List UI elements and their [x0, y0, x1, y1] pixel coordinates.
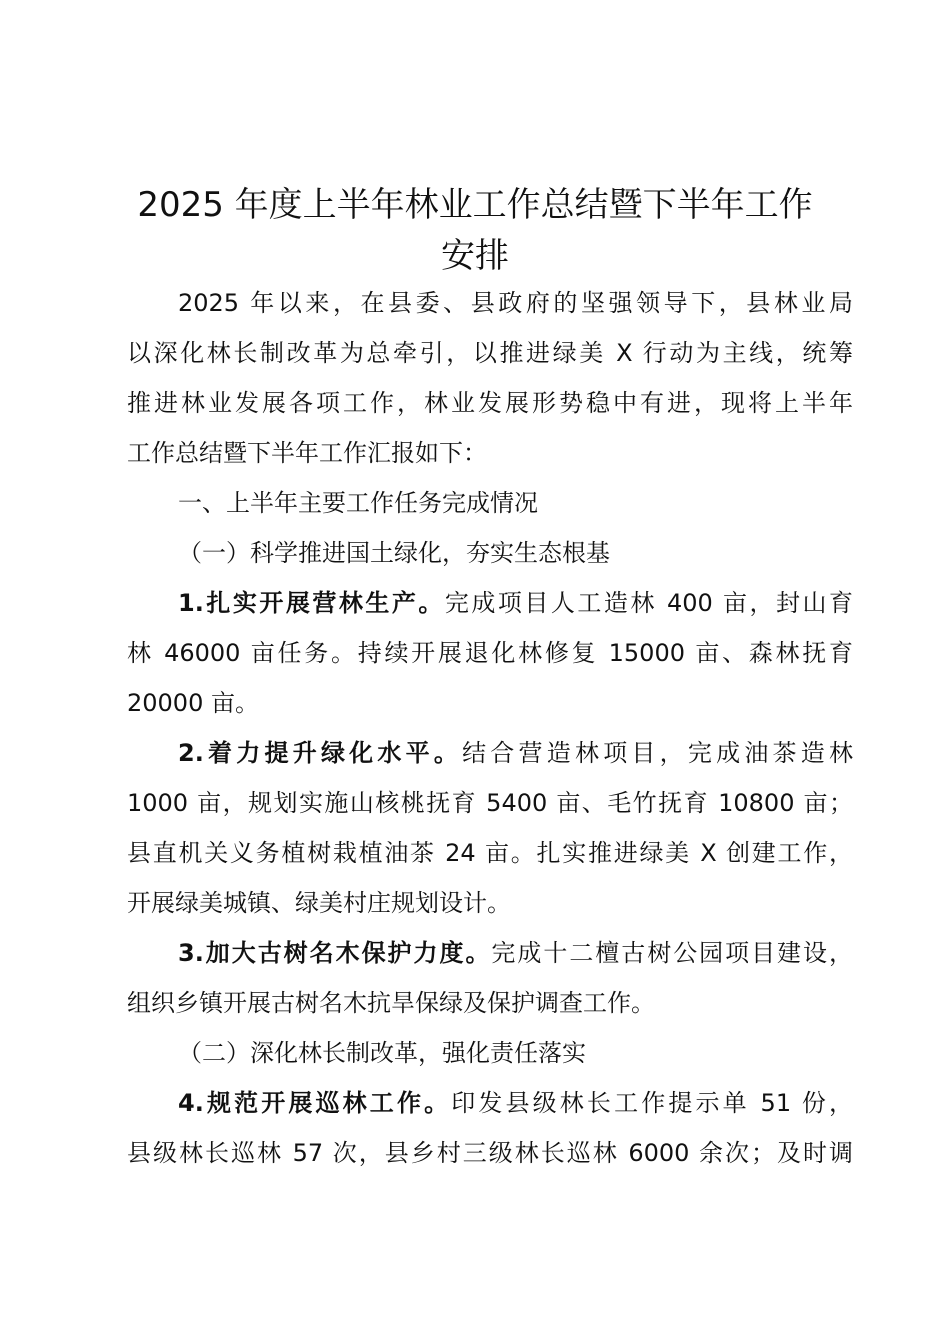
item-1-title: 1.扎实开展营林生产。 [178, 589, 445, 617]
item-1-line-3: 20000 亩。 [127, 689, 259, 717]
item-2-line-4: 开展绿美城镇、绿美村庄规划设计。 [127, 889, 511, 917]
item-2-line-1 [178, 736, 853, 770]
item-2-line-3: 县直机关义务植树栽植油茶 24 亩。扎实推进绿美 X 创建工作， [127, 839, 853, 867]
subsection-heading-2: （二）深化林长制改革，强化责任落实 [178, 1039, 586, 1067]
item-1-text: 完成项目人工造林 400 亩，封山育 [444, 589, 853, 617]
intro-line-3: 推进林业发展各项工作，林业发展形势稳中有进，现将上半年 [127, 389, 853, 417]
item-3-line-2: 组织乡镇开展古树名木抗旱保绿及保护调查工作。 [127, 989, 655, 1017]
item-4-line-1 [178, 1086, 853, 1120]
item-3-text: 完成十二檀古树公园项目建设， [491, 939, 853, 967]
item-4-text: 印发县级林长工作提示单 51 份， [451, 1089, 853, 1117]
subsection-heading-1: （一）科学推进国土绿化，夯实生态根基 [178, 539, 610, 567]
item-3-title: 3.加大古树名木保护力度。 [178, 939, 492, 967]
document-title-line2: 安排 [441, 236, 509, 276]
section-heading-1: 一、上半年主要工作任务完成情况 [178, 489, 538, 517]
document-title-line1: 2025 年度上半年林业工作总结暨下半年工作 [137, 185, 813, 225]
item-2-title: 2.着力提升绿化水平。 [178, 739, 463, 767]
item-3-line-1 [178, 936, 853, 970]
intro-line-1: 2025 年以来，在县委、县政府的坚强领导下，县林业局 [178, 289, 853, 317]
item-2-text: 结合营造林项目，完成油茶造林 [462, 739, 854, 767]
intro-line-2: 以深化林长制改革为总牵引，以推进绿美 X 行动为主线，统筹 [127, 339, 853, 367]
item-4-title: 4.规范开展巡林工作。 [178, 1089, 452, 1117]
item-1-line-1 [178, 586, 853, 620]
item-2-line-2: 1000 亩，规划实施山核桃抚育 5400 亩、毛竹抚育 10800 亩； [127, 789, 853, 817]
intro-line-4: 工作总结暨下半年工作汇报如下： [127, 439, 487, 467]
item-4-line-2: 县级林长巡林 57 次，县乡村三级林长巡林 6000 余次；及时调 [127, 1139, 853, 1167]
item-1-line-2: 林 46000 亩任务。持续开展退化林修复 15000 亩、森林抚育 [127, 639, 853, 667]
